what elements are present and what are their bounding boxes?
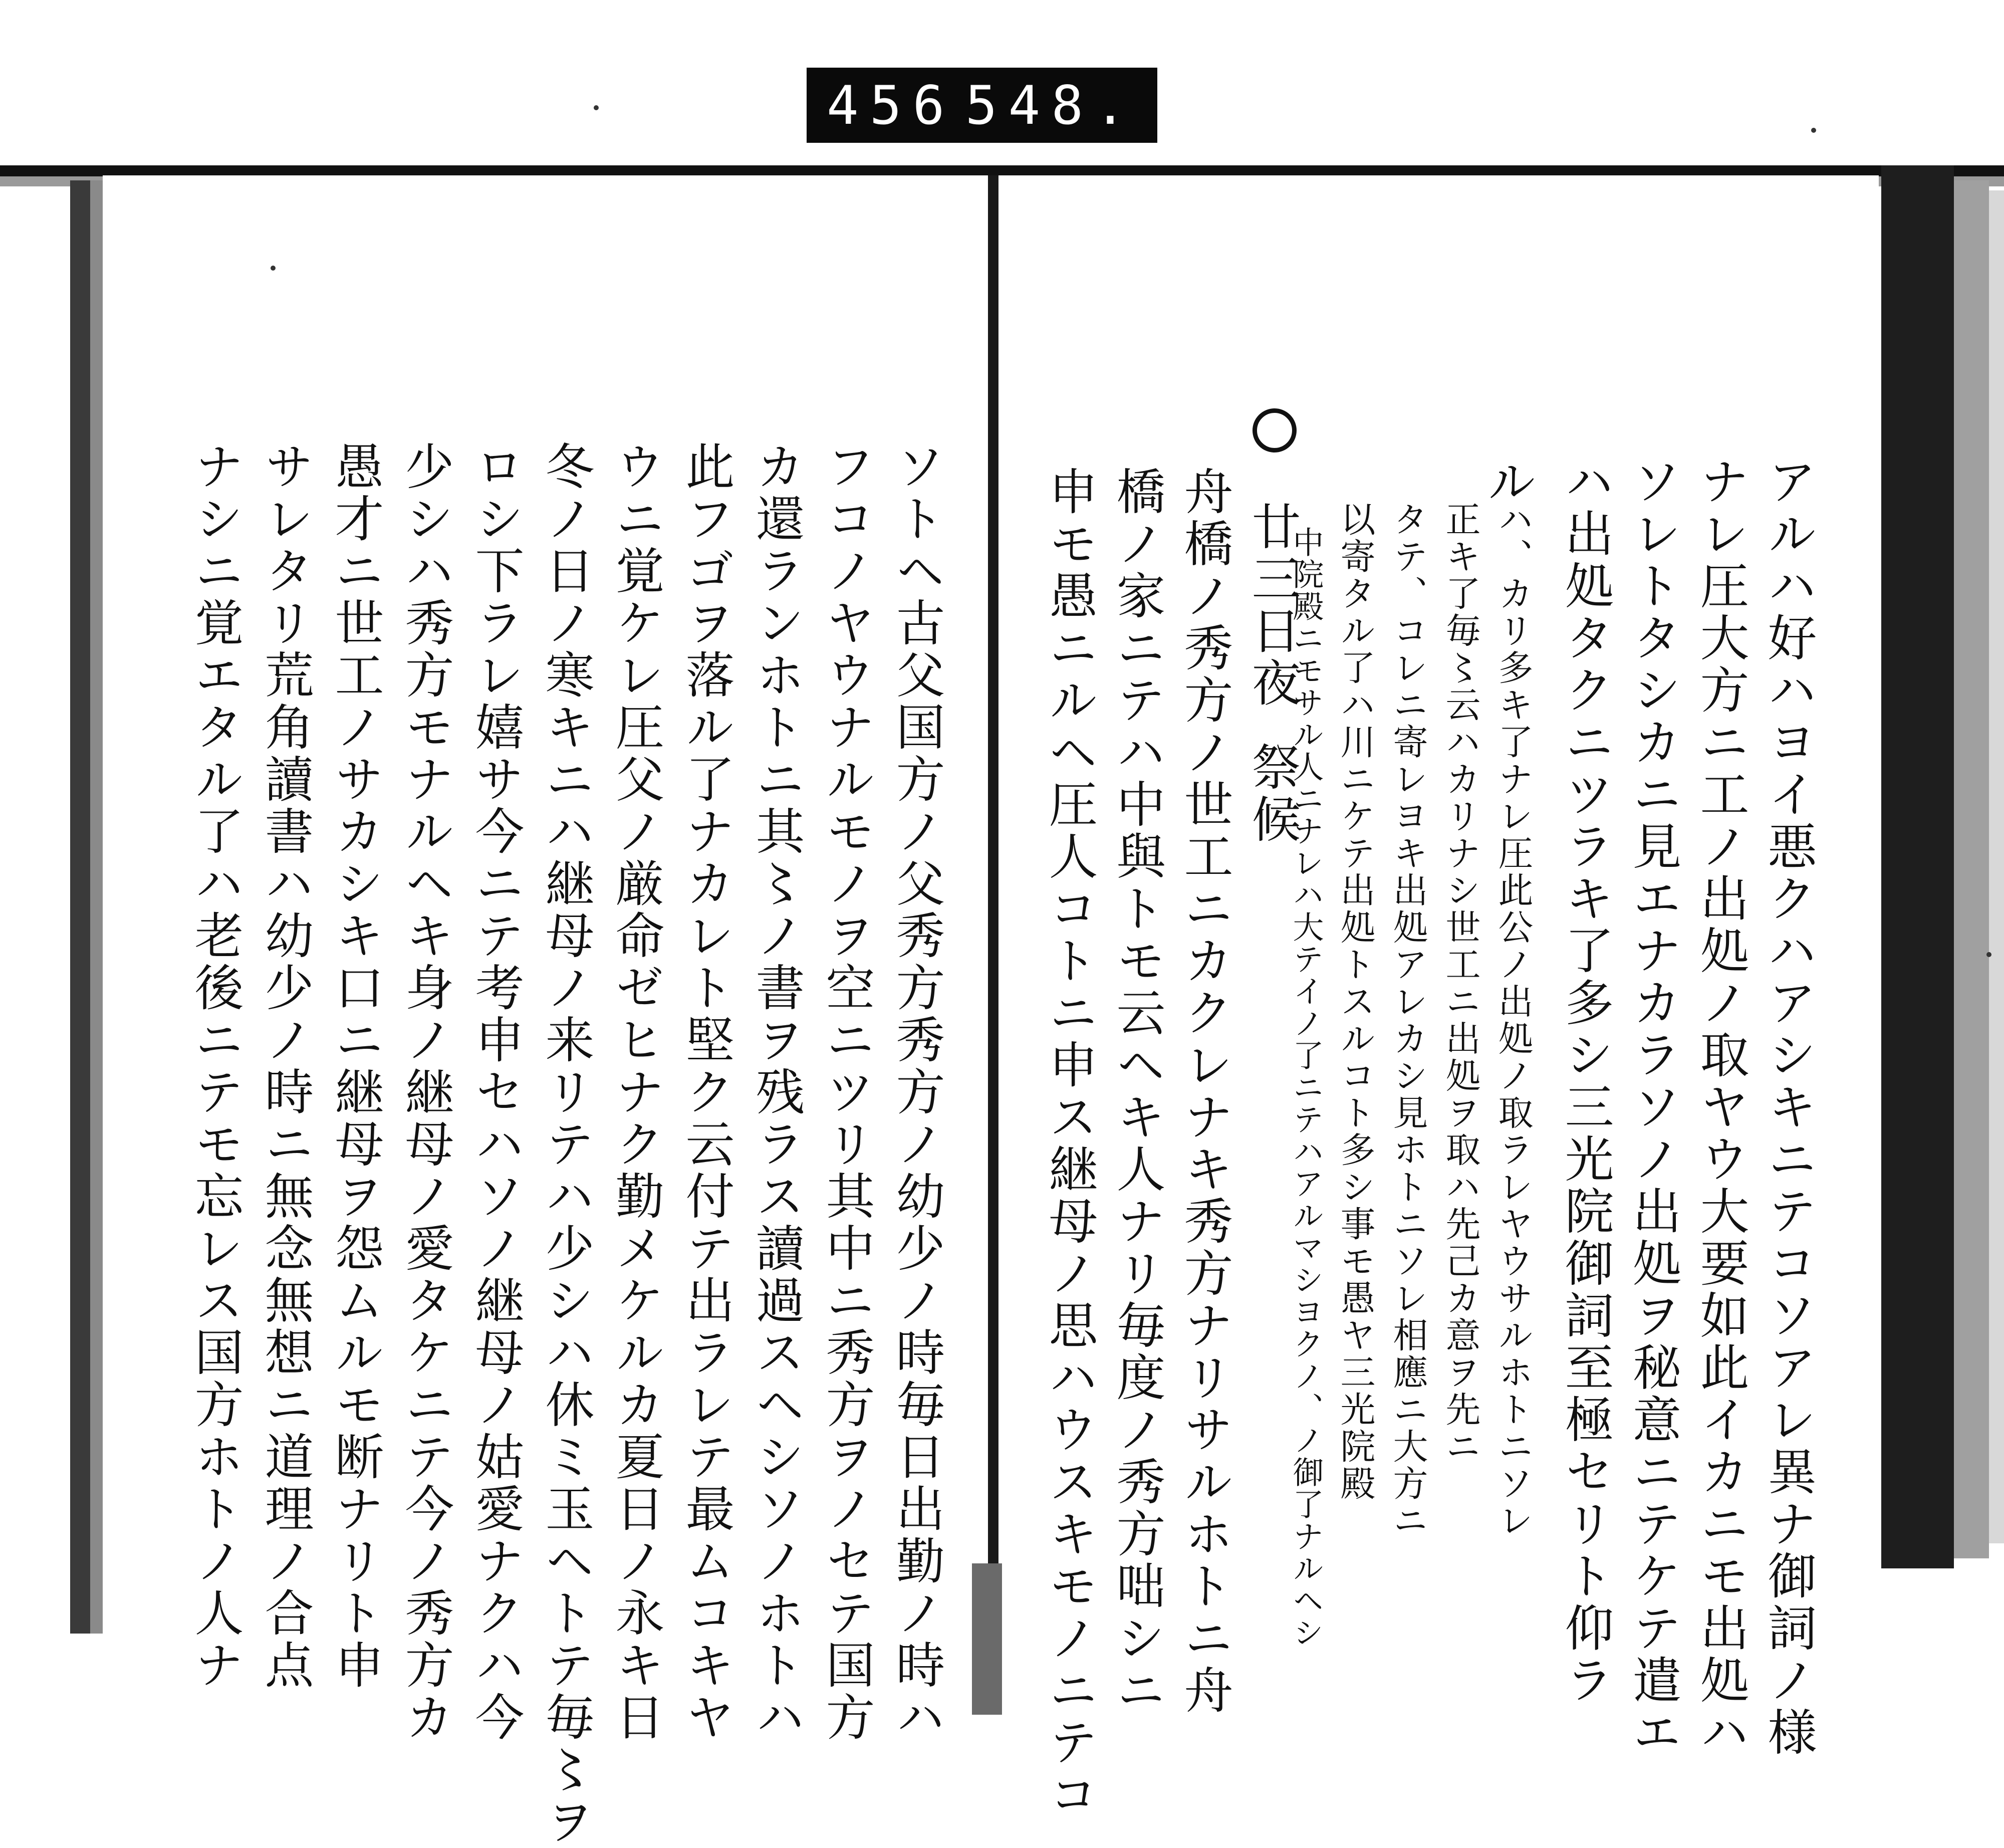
right-page-column-3: ソレトタシカニ見エナカラソノ出処ヲ秘意ニテケテ遣エ [1624, 456, 1681, 1759]
gutter-bottom-stub [972, 1563, 1002, 1715]
right-page-body-column-1: 舟橋ノ秀方ノ世工ニカクレナキ秀方ナリサルホトニ舟 [1176, 466, 1233, 1717]
left-page-column-4: 此フゴヲ落ル了ナカレト堅ク云付テ出ラレテ最ムコキヤ [677, 441, 734, 1744]
left-page-column-3: カ還ランホトニ其〻ノ書ヲ残ラス讀過スヘシソノホトハ [747, 441, 805, 1744]
right-page-note-3: タテ、コレニ寄レヨキ出処アレカシ見ホトニソレ相應ニ大方ニ [1387, 501, 1428, 1539]
left-page-column-11: ナシニ覚エタル了ハ老後ニテモ忘レス国方ホトノ人ナ [186, 441, 243, 1692]
left-page-column-5: ウニ覚ケレ圧父ノ厳命ゼヒナク勤メケルカ夏日ノ永キ日 [607, 441, 664, 1744]
right-page-note-5: 中院殿ニモサル人ニナレハ大テイノ了ニテハアルマシヨクノ、ノ御了ナルヘシ [1288, 526, 1324, 1649]
book-gutter [988, 175, 998, 1715]
scan-speck [594, 105, 599, 110]
right-page-note-1: ハ、カリ多キ了ナレ圧此公ノ出処ノ取ラレヤウサルホトニソレ [1492, 501, 1534, 1539]
frame-number-label [807, 68, 1157, 143]
right-page-column-5: ル [1479, 456, 1536, 508]
right-page-note-4: 以寄タル了ハ川ニケテ出処トスルコト多シ事モ愚ヤ三光院殿 [1335, 501, 1376, 1502]
left-page-column-6: 冬ノ日ノ寒キニハ継母ノ来リテハ少シハ休ミ玉ヘトテ毎〻ヲ [537, 441, 594, 1848]
frame-right-number: 548. [965, 74, 1137, 136]
scan-speck [1986, 952, 1991, 957]
frame-left-number: 456 [827, 74, 956, 136]
book-top-edge [0, 165, 2004, 176]
entry-date-heading: 廿三日夜 [1243, 501, 1301, 710]
right-book-edge-pale [1989, 190, 2004, 1543]
right-page-column-1: アルハ好ハヨイ悪クハアシキニテコソアレ異ナ御詞ノ様 [1760, 456, 1817, 1759]
right-page-column-2: ナレ圧大方ニ工ノ出処ノ取ヤウ大要如此イカニモ出処ハ [1692, 456, 1749, 1759]
right-page-column-4: ハ出処タクニツラキ了多シ三光院御詞至極セリト仰ラ [1557, 456, 1614, 1707]
section-bullet-circle [1252, 408, 1297, 452]
left-page-column-10: サレタリ荒角讀書ハ幼少ノ時ニ無念無想ニ道理ノ合点 [257, 441, 314, 1692]
left-book-edge-inner [90, 180, 103, 1634]
entry-heading-note: 祭候 [1243, 742, 1301, 846]
left-page-column-8: 少シハ秀方モナルヘキ身ノ継母ノ愛タケニテ今ノ秀方カ [397, 441, 454, 1744]
left-page-column-2: フコノヤウナルモノヲ空ニツリ其中ニ秀方ヲノセテ国方 [818, 441, 875, 1744]
left-page-column-9: 愚才ニ世工ノサカシキ口ニ継母ヲ怨ムルモ断ナリト申 [327, 441, 384, 1692]
scan-speck [1811, 128, 1816, 133]
right-page-body-column-3: 申モ愚ニルヘ圧人コトニ申ス継母ノ思ハウスキモノニテコ [1041, 466, 1098, 1821]
right-book-edge [1881, 165, 1954, 1568]
right-page-note-2: 正キ了毎〻云ハカリナシ世工ニ出処ヲ取ハ先己カ意ヲ先ニ [1440, 501, 1481, 1465]
right-book-edge-shadow [1954, 180, 1989, 1558]
left-page-column-1: ソトヘ古父国方ノ父秀方秀方ノ幼少ノ時毎日出勤ノ時ハ [888, 441, 945, 1744]
right-page-body-column-2: 橋ノ家ニテハ中與トモ云ヘキ人ナリ毎度ノ秀方咄シニ [1108, 466, 1165, 1717]
left-page-column-7: ロシ下ラレ嬉サ今ニテ考申セハソノ継母ノ姑愛ナクハ今 [467, 441, 524, 1744]
scan-speck [271, 266, 276, 271]
